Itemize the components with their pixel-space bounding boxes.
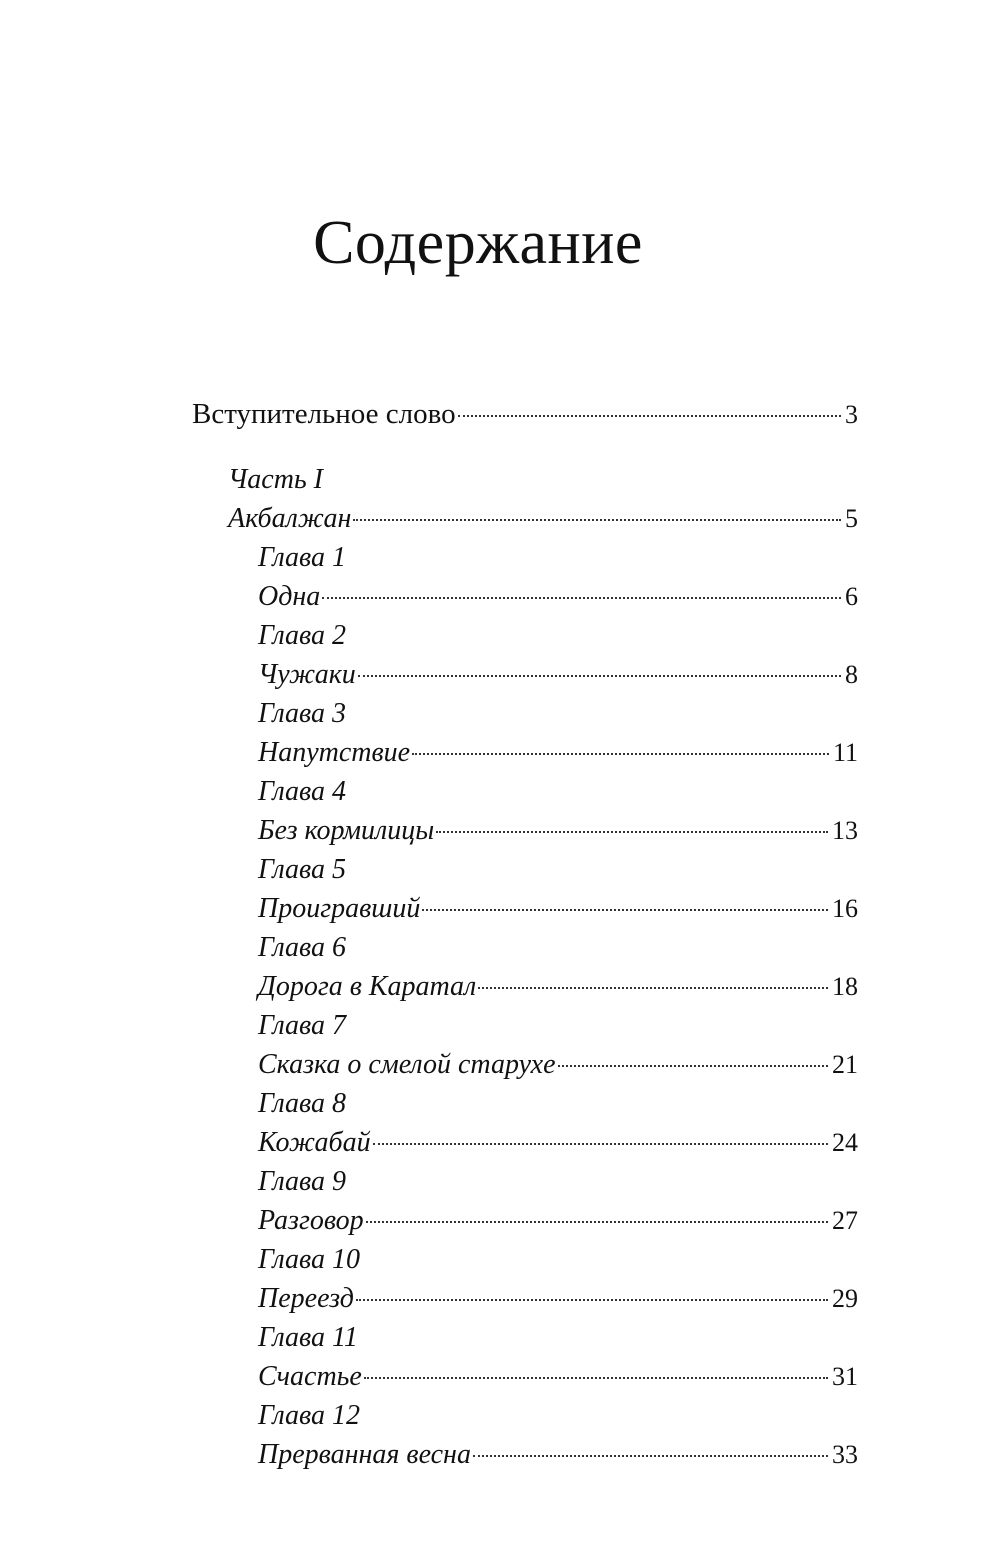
- toc-entry-chapter[interactable]: [192, 733, 858, 772]
- toc-page-number: 16: [832, 894, 858, 923]
- dot-leader: [366, 1221, 828, 1223]
- dot-leader: [356, 1299, 828, 1301]
- toc-entry-label: Прерванная весна: [258, 1439, 471, 1470]
- toc-page-number: 6: [845, 582, 858, 611]
- chapter-heading: Глава 1: [258, 542, 346, 573]
- dot-leader: [422, 909, 828, 911]
- toc-entry-chapter[interactable]: [192, 1123, 858, 1162]
- dot-leader: [412, 753, 829, 755]
- dot-leader: [473, 1455, 828, 1457]
- toc-page-number: 27: [832, 1206, 858, 1235]
- toc-entry-label: Одна: [258, 581, 321, 612]
- toc-entry-chapter[interactable]: [192, 1279, 858, 1318]
- toc-page-number: 3: [845, 400, 858, 429]
- chapter-heading: Глава 5: [258, 854, 346, 885]
- toc-entry-chapter[interactable]: [192, 967, 858, 1006]
- chapter-heading: Глава 2: [258, 620, 346, 651]
- chapter-heading: Глава 8: [258, 1088, 346, 1119]
- dot-leader: [364, 1377, 828, 1379]
- dot-leader: [322, 597, 841, 599]
- toc-page-number: 21: [832, 1050, 858, 1079]
- dot-leader: [373, 1143, 828, 1145]
- toc-entry-chapter[interactable]: [192, 1357, 858, 1396]
- toc-page-number: 13: [832, 816, 858, 845]
- toc-entry-intro[interactable]: [192, 395, 858, 434]
- toc-entry-label: Вступительное слово: [192, 398, 456, 430]
- toc-entry-part[interactable]: [192, 499, 858, 538]
- chapter-heading: Глава 12: [258, 1400, 360, 1431]
- toc-page-number: 8: [845, 660, 858, 689]
- toc-entry-label: Кожабай: [258, 1127, 371, 1158]
- toc-page-number: 11: [832, 738, 858, 767]
- dot-leader: [458, 415, 841, 417]
- dot-leader: [478, 987, 828, 989]
- chapter-heading: Глава 11: [258, 1322, 358, 1353]
- toc-page-number: 24: [832, 1128, 858, 1157]
- chapter-heading: Глава 10: [258, 1244, 360, 1275]
- toc-entry-label: Переезд: [258, 1283, 354, 1314]
- dot-leader: [436, 831, 828, 833]
- chapter-heading: Глава 7: [258, 1010, 346, 1041]
- toc-entry-chapter[interactable]: [192, 655, 858, 694]
- toc-entry-chapter[interactable]: [192, 1201, 858, 1240]
- toc-entry-label: Разговор: [258, 1205, 364, 1236]
- toc-entry-label: Сказка о смелой старухе: [258, 1049, 556, 1080]
- toc-entry-label: Счастье: [258, 1361, 362, 1392]
- dot-leader: [358, 675, 841, 677]
- toc-entry-chapter[interactable]: [192, 577, 858, 616]
- toc-entry-chapter[interactable]: [192, 1435, 858, 1474]
- toc-page-number: 29: [832, 1284, 858, 1313]
- toc-page-number: 18: [832, 972, 858, 1001]
- part-heading: Часть I: [228, 464, 324, 495]
- toc-entry-label: Напутствие: [258, 737, 411, 768]
- table-of-contents: [192, 395, 858, 1474]
- chapter-heading: Глава 6: [258, 932, 346, 963]
- page-title-text: Содержание: [313, 209, 643, 277]
- toc-entry-chapter[interactable]: [192, 889, 858, 928]
- toc-entry-chapter[interactable]: [192, 811, 858, 850]
- toc-entry-label: Акбалжан: [228, 503, 352, 534]
- toc-entry-chapter[interactable]: [192, 1045, 858, 1084]
- chapter-heading: Глава 4: [258, 776, 346, 807]
- toc-entry-label: Проигравший: [258, 893, 421, 924]
- dot-leader: [558, 1065, 828, 1067]
- toc-entry-label: Чужаки: [258, 659, 356, 690]
- toc-page-number: 33: [832, 1440, 858, 1469]
- toc-entry-label: Дорога в Каратал: [258, 971, 477, 1002]
- toc-page-number: 5: [845, 504, 858, 533]
- toc-entry-label: Без кормилицы: [258, 815, 435, 846]
- page-title: [0, 208, 1000, 279]
- toc-page-number: 31: [832, 1362, 858, 1391]
- dot-leader: [353, 519, 841, 521]
- chapter-heading: Глава 3: [258, 698, 346, 729]
- chapter-heading: Глава 9: [258, 1166, 346, 1197]
